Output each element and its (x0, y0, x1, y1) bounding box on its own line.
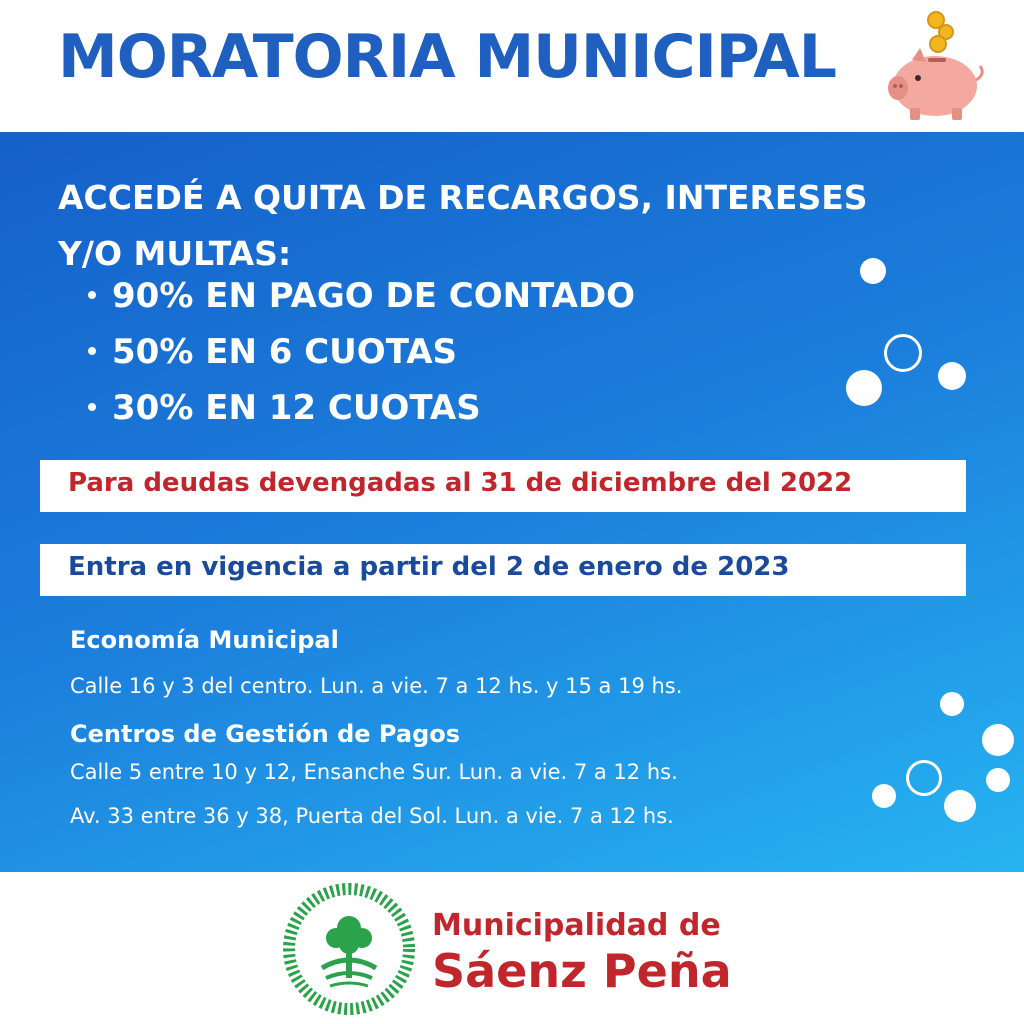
decor-bubble (872, 784, 896, 808)
municipal-logo (282, 882, 416, 1016)
debt-notice-text: Para deudas devengadas al 31 de diciembre del 2022 (68, 468, 853, 498)
debt-notice-bar (40, 460, 966, 512)
decor-bubble (938, 362, 966, 390)
decor-bubble (944, 790, 976, 822)
centros-address-2: Av. 33 entre 36 y 38, Puerta del Sol. Lun. a vie. 7 a 12 hs. (70, 804, 674, 828)
bullet-icon (88, 291, 96, 299)
decor-bubble (940, 692, 964, 716)
discount-list (88, 268, 635, 436)
header (0, 0, 1024, 132)
headline-line-1: ACCEDÉ A QUITA DE RECARGOS, INTERESES (58, 178, 868, 217)
municipality-name-line-2: Sáenz Peña (432, 944, 732, 998)
decor-bubble (982, 724, 1014, 756)
offer-headline (58, 170, 958, 282)
economia-title: Economía Municipal (70, 626, 339, 654)
discount-label: 90% EN PAGO DE CONTADO (112, 276, 636, 316)
decor-bubble (986, 768, 1010, 792)
discount-label: 30% EN 12 CUOTAS (112, 388, 481, 428)
list-item (88, 380, 635, 436)
decor-ring (884, 334, 922, 372)
decor-bubble (860, 258, 886, 284)
decor-bubble (846, 370, 882, 406)
bullet-icon (88, 347, 96, 355)
footer (0, 872, 1024, 1024)
offer-panel (0, 132, 1024, 872)
bullet-icon (88, 403, 96, 411)
economia-address: Calle 16 y 3 del centro. Lun. a vie. 7 a 12 hs. y 15 a 19 hs. (70, 674, 683, 698)
start-notice-text: Entra en vigencia a partir del 2 de enero de 2023 (68, 552, 790, 582)
list-item (88, 324, 635, 380)
list-item (88, 268, 635, 324)
piggy-bank-icon (880, 8, 990, 123)
headline-line-2: Y/O MULTAS: (58, 234, 292, 273)
start-notice-bar (40, 544, 966, 596)
discount-label: 50% EN 6 CUOTAS (112, 332, 458, 372)
page-title: MORATORIA MUNICIPAL (58, 22, 836, 92)
centros-title: Centros de Gestión de Pagos (70, 720, 461, 748)
centros-address-1: Calle 5 entre 10 y 12, Ensanche Sur. Lun. a vie. 7 a 12 hs. (70, 760, 678, 784)
decor-ring (906, 760, 942, 796)
municipality-name-line-1: Municipalidad de (432, 908, 721, 943)
